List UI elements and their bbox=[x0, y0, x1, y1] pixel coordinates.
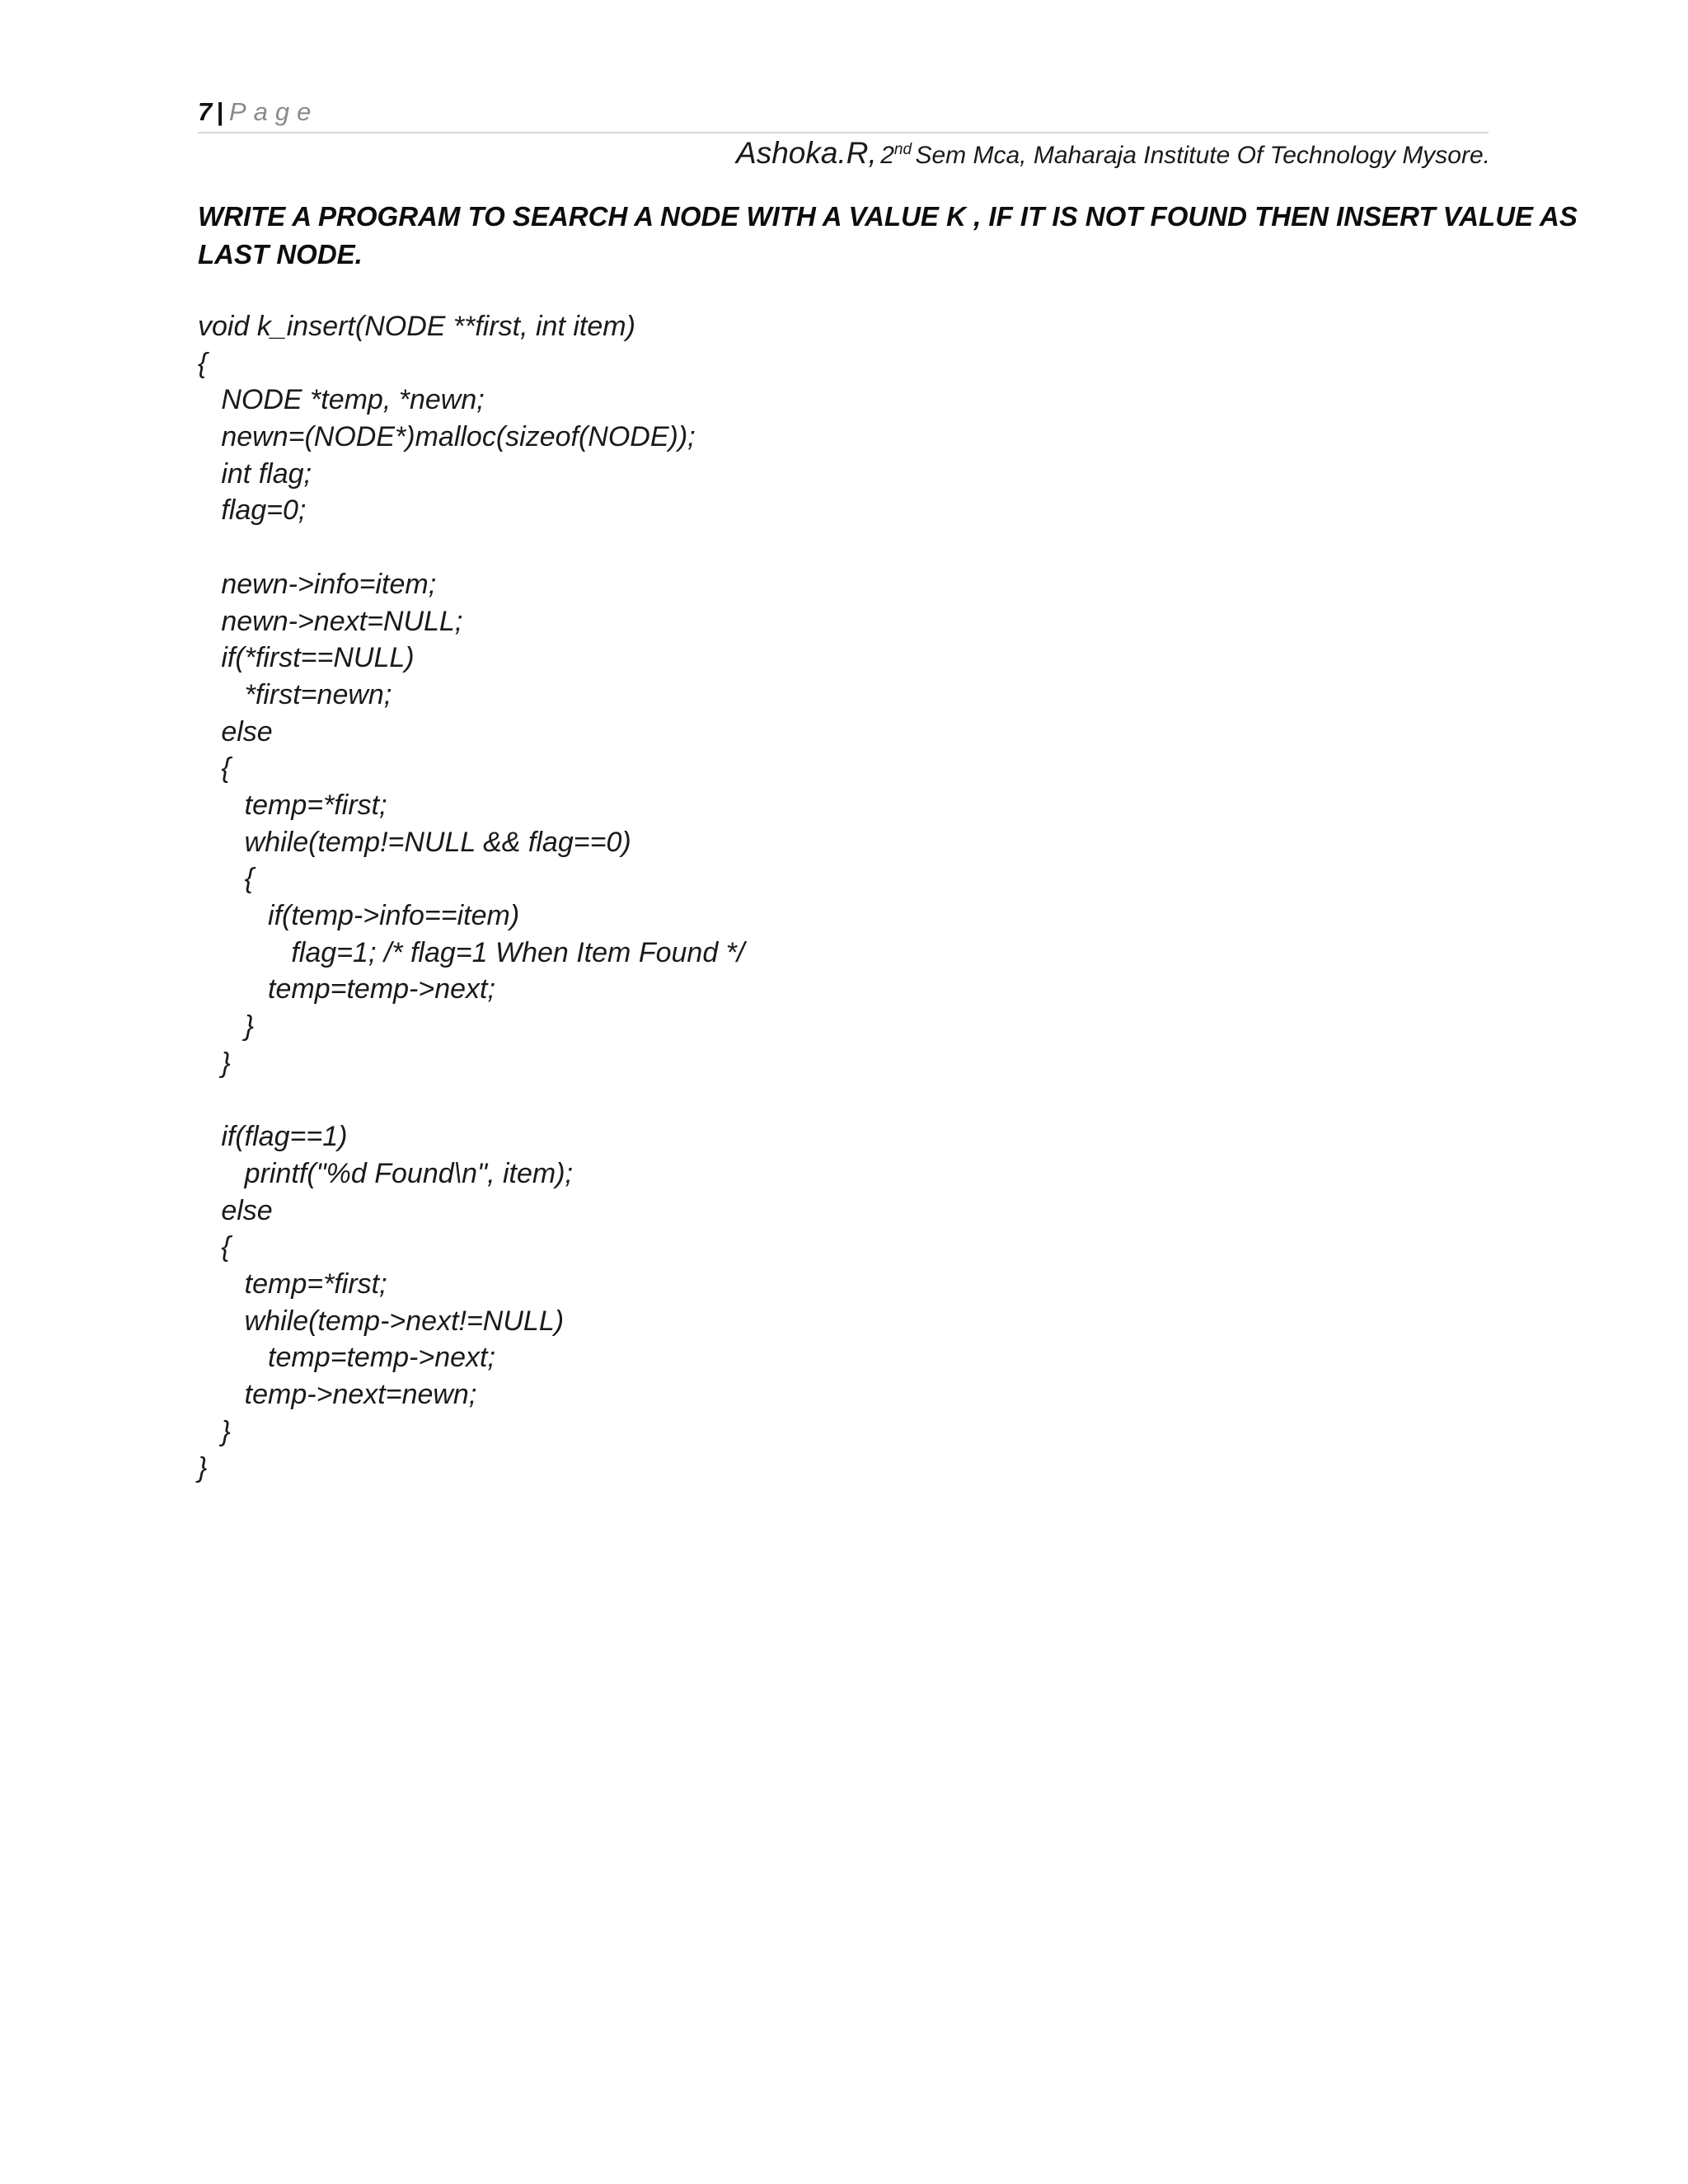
code-line: flag=1; /* flag=1 When Item Found */ bbox=[198, 936, 745, 968]
page-word: Page bbox=[228, 97, 319, 126]
code-line: newn->info=item; bbox=[198, 568, 437, 600]
program-title bbox=[198, 198, 1578, 274]
code-line: if(flag==1) bbox=[198, 1121, 348, 1153]
code-line: else bbox=[198, 1194, 273, 1226]
program-title-line-2: LAST NODE. bbox=[198, 239, 363, 269]
code-line: { bbox=[198, 863, 255, 895]
code-line: temp=*first; bbox=[198, 789, 387, 821]
page-number-separator: | bbox=[216, 97, 224, 126]
code-line: newn->next=NULL; bbox=[198, 605, 463, 637]
code-line: if(*first==NULL) bbox=[198, 642, 415, 674]
code-line: while(temp->next!=NULL) bbox=[198, 1305, 565, 1337]
author-name: Ashoka.R, bbox=[736, 136, 877, 170]
code-line bbox=[198, 529, 744, 566]
code-line: temp->next=newn; bbox=[198, 1378, 477, 1410]
code-line: *first=newn; bbox=[198, 678, 392, 710]
code-line: temp=*first; bbox=[198, 1268, 387, 1300]
code-line: printf("%d Found\n", item); bbox=[198, 1157, 573, 1189]
code-line: { bbox=[198, 1231, 231, 1263]
code-line: if(temp->info==item) bbox=[198, 900, 520, 931]
code-line: } bbox=[198, 1010, 255, 1043]
code-line: { bbox=[198, 347, 208, 379]
code-line: { bbox=[198, 752, 231, 785]
code-line: void k_insert(NODE **first, int item) bbox=[198, 311, 635, 342]
institute-name: Sem Mca, Maharaja Institute Of Technology Mysore. bbox=[915, 142, 1490, 169]
semester-suffix: nd bbox=[893, 141, 912, 158]
code-line: temp=temp->next; bbox=[198, 973, 495, 1005]
program-title-line-1: WRITE A PROGRAM TO SEARCH A NODE WITH A VALUE K , IF IT IS NOT FOUND THEN INSERT VALUE AS bbox=[198, 201, 1578, 232]
code-line: NODE *temp, *newn; bbox=[198, 384, 485, 416]
code-line: newn=(NODE*)malloc(sizeof(NODE)); bbox=[198, 421, 696, 453]
code-line: int flag; bbox=[198, 457, 312, 490]
code-listing bbox=[198, 308, 744, 1487]
semester-number: 2nd bbox=[880, 141, 912, 169]
code-line: else bbox=[198, 715, 273, 748]
page-number bbox=[198, 97, 318, 127]
code-line bbox=[198, 1081, 744, 1118]
code-line: while(temp!=NULL && flag==0) bbox=[198, 826, 631, 858]
page-number-value: 7 bbox=[198, 97, 213, 126]
code-line: temp=temp->next; bbox=[198, 1342, 495, 1374]
code-line: flag=0; bbox=[198, 494, 307, 527]
header-rule bbox=[198, 132, 1489, 134]
code-line: } bbox=[198, 1415, 231, 1447]
code-line: } bbox=[198, 1452, 208, 1484]
author-header bbox=[736, 136, 1490, 171]
code-line: } bbox=[198, 1047, 231, 1079]
